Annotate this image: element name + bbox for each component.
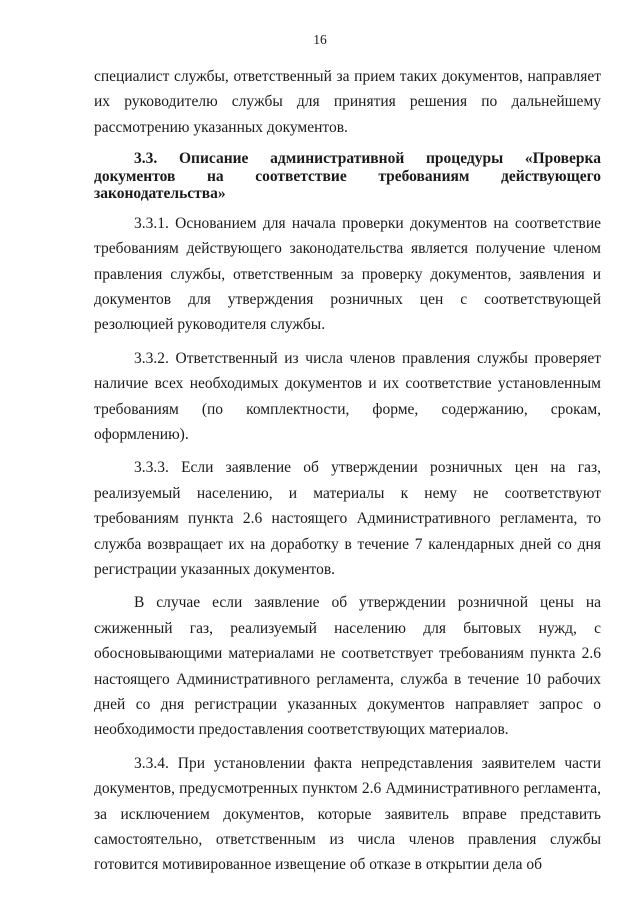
paragraph-3-3-3-cont: В случае если заявление об утверждении розничной цены на сжиженный газ, реализуемый населению для бытовых нужд, с обосновывающими материалами не соответствует требованиям пункта 2.6 настоящего Административного регламента, служба в течение 10 рабочих дней со дня регистрации указанных документов направляет запрос о необходимости предоставления соответствующих материалов. [94, 594, 601, 739]
page-number: 16 [313, 32, 327, 47]
paragraph-3-3-2: 3.3.2. Ответственный из числа членов правления службы проверяет наличие всех необходимых документов и их соответствие установленным требованиям (по комплектности, форме, содержанию, срокам, оформлению). [94, 349, 601, 443]
paragraph-3-3-3: 3.3.3. Если заявление об утверждении розничных цен на газ, реализуемый населению, и материалы к нему не соответствуют требованиям пункта 2.6 настоящего Административного регламента, то служба возвращает их на доработку в течение 7 календарных дней со дня регистрации указанных документов. [94, 459, 601, 578]
page-body [94, 64, 601, 878]
paragraph-3-3-1: 3.3.1. Основанием для начала проверки документов на соответствие требованиям действующего законодательства является получение членом правления службы, ответственным за проверку документов, заявления и документов для утверждения розничных цен с соответствующей резолюцией руководителя службы. [94, 214, 601, 334]
paragraph-3-3-4: 3.3.4. При установлении факта непредставления заявителем части документов, предусмотренных пунктом 2.6 Административного регламента, за исключением документов, которые заявитель вправе представить самостоятельно, ответственным из числа членов правления службы готовится мотивированное извещение об отказе в открытии дела об [94, 754, 601, 874]
paragraph-continuation: специалист службы, ответственный за прием таких документов, направляет их руководителю службы для принятия решения по дальнейшему рассмотрению указанных документов. [94, 68, 601, 136]
section-heading-3-3: 3.3. Описание административной процедуры «Проверка документов на соответствие требованиям действующего законодательства» [94, 150, 601, 203]
